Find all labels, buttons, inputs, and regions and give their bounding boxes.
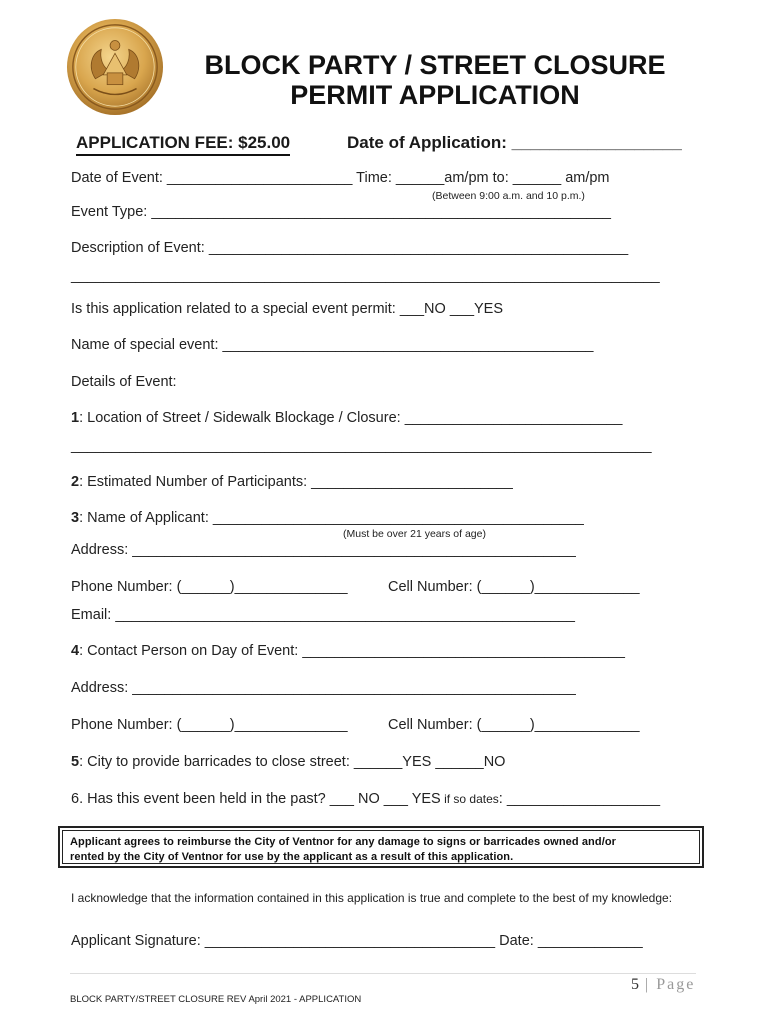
- location-label: : Location of Street / Sidewalk Blockage / Closure: ___________________________: [79, 410, 623, 426]
- applicant-phone-field[interactable]: Phone Number: (______)______________: [71, 579, 348, 595]
- contact-person-field[interactable]: [71, 643, 625, 659]
- page-subtitle: PERMIT APPLICATION: [290, 80, 580, 110]
- date-of-event-field[interactable]: Date of Event: _______________________ Time: ______am/pm to: ______ am/pm: [71, 170, 610, 186]
- applicant-address-field[interactable]: Address: _______________________________________________________: [71, 542, 576, 558]
- applicant-email-field[interactable]: Email: _________________________________________________________: [71, 607, 575, 623]
- time-note: (Between 9:00 a.m. and 10 p.m.): [432, 190, 585, 202]
- contact-phone-field[interactable]: Phone Number: (______)______________: [71, 717, 348, 733]
- participants-field[interactable]: [71, 474, 513, 490]
- barricades-question[interactable]: [71, 754, 505, 770]
- contact-cell-field[interactable]: Cell Number: (______)_____________: [388, 717, 640, 733]
- notice-line-1: Applicant agrees to reimburse the City of Ventnor for any damage to signs or barricades owned and/or: [70, 836, 617, 848]
- event-type-field[interactable]: Event Type: _________________________________________________________: [71, 204, 611, 220]
- page-label: Page: [656, 976, 696, 993]
- contact-person-label: : Contact Person on Day of Event: ________________________________________: [79, 643, 625, 659]
- date-of-application-field[interactable]: Date of Application: __________________: [347, 133, 682, 152]
- description-field-continued[interactable]: _________________________________________________________________________: [71, 268, 660, 284]
- question-number: 3: [71, 510, 80, 526]
- special-event-name-field[interactable]: Name of special event: ______________________________________________: [71, 337, 594, 353]
- application-fee: APPLICATION FEE: $25.00: [76, 133, 290, 156]
- applicant-name-label: : Name of Applicant: ______________________________________________: [79, 510, 584, 526]
- participants-label: : Estimated Number of Participants: _________________________: [79, 474, 513, 490]
- contact-address-field[interactable]: Address: _______________________________________________________: [71, 680, 576, 696]
- applicant-cell-field[interactable]: Cell Number: (______)_____________: [388, 579, 640, 595]
- question-number: 1: [71, 410, 80, 426]
- past-event-label: 6. Has this event been held in the past? ___ NO ___ YES: [71, 791, 441, 807]
- age-note: (Must be over 21 years of age): [343, 528, 486, 540]
- applicant-name-field[interactable]: [71, 510, 584, 526]
- notice-line-2: rented by the City of Ventnor for use by the applicant as a result of this application.: [70, 851, 514, 863]
- question-number: 4: [71, 643, 80, 659]
- footer-text: BLOCK PARTY/STREET CLOSURE REV April 2021 - APPLICATION: [70, 994, 362, 1005]
- past-event-dates-hint: if so dates: [440, 792, 499, 806]
- question-number: 2: [71, 474, 80, 490]
- question-number: 5: [71, 754, 80, 770]
- page-title: BLOCK PARTY / STREET CLOSURE: [204, 50, 666, 80]
- page-separator: |: [639, 976, 657, 993]
- past-event-question[interactable]: [71, 791, 660, 807]
- barricades-label: : City to provide barricades to close street: ______YES ______NO: [79, 754, 506, 770]
- location-field-continued[interactable]: ________________________________________________________________________: [71, 438, 652, 454]
- acknowledgement-text: I acknowledge that the information contained in this application is true and complete to the best of my knowledge:: [71, 891, 673, 905]
- special-event-question[interactable]: Is this application related to a special event permit: ___NO ___YES: [71, 301, 504, 317]
- signature-field[interactable]: Applicant Signature: ____________________________________ Date: _____________: [71, 933, 643, 949]
- description-field[interactable]: Description of Event: ____________________________________________________: [71, 240, 629, 256]
- page-number-value: 5: [631, 976, 639, 993]
- footer-divider: [70, 973, 696, 974]
- location-field[interactable]: [71, 410, 622, 426]
- page-number: [631, 976, 695, 994]
- past-event-dates-field: : ___________________: [498, 791, 661, 807]
- details-heading: Details of Event:: [71, 374, 177, 390]
- reimbursement-notice: [58, 826, 704, 868]
